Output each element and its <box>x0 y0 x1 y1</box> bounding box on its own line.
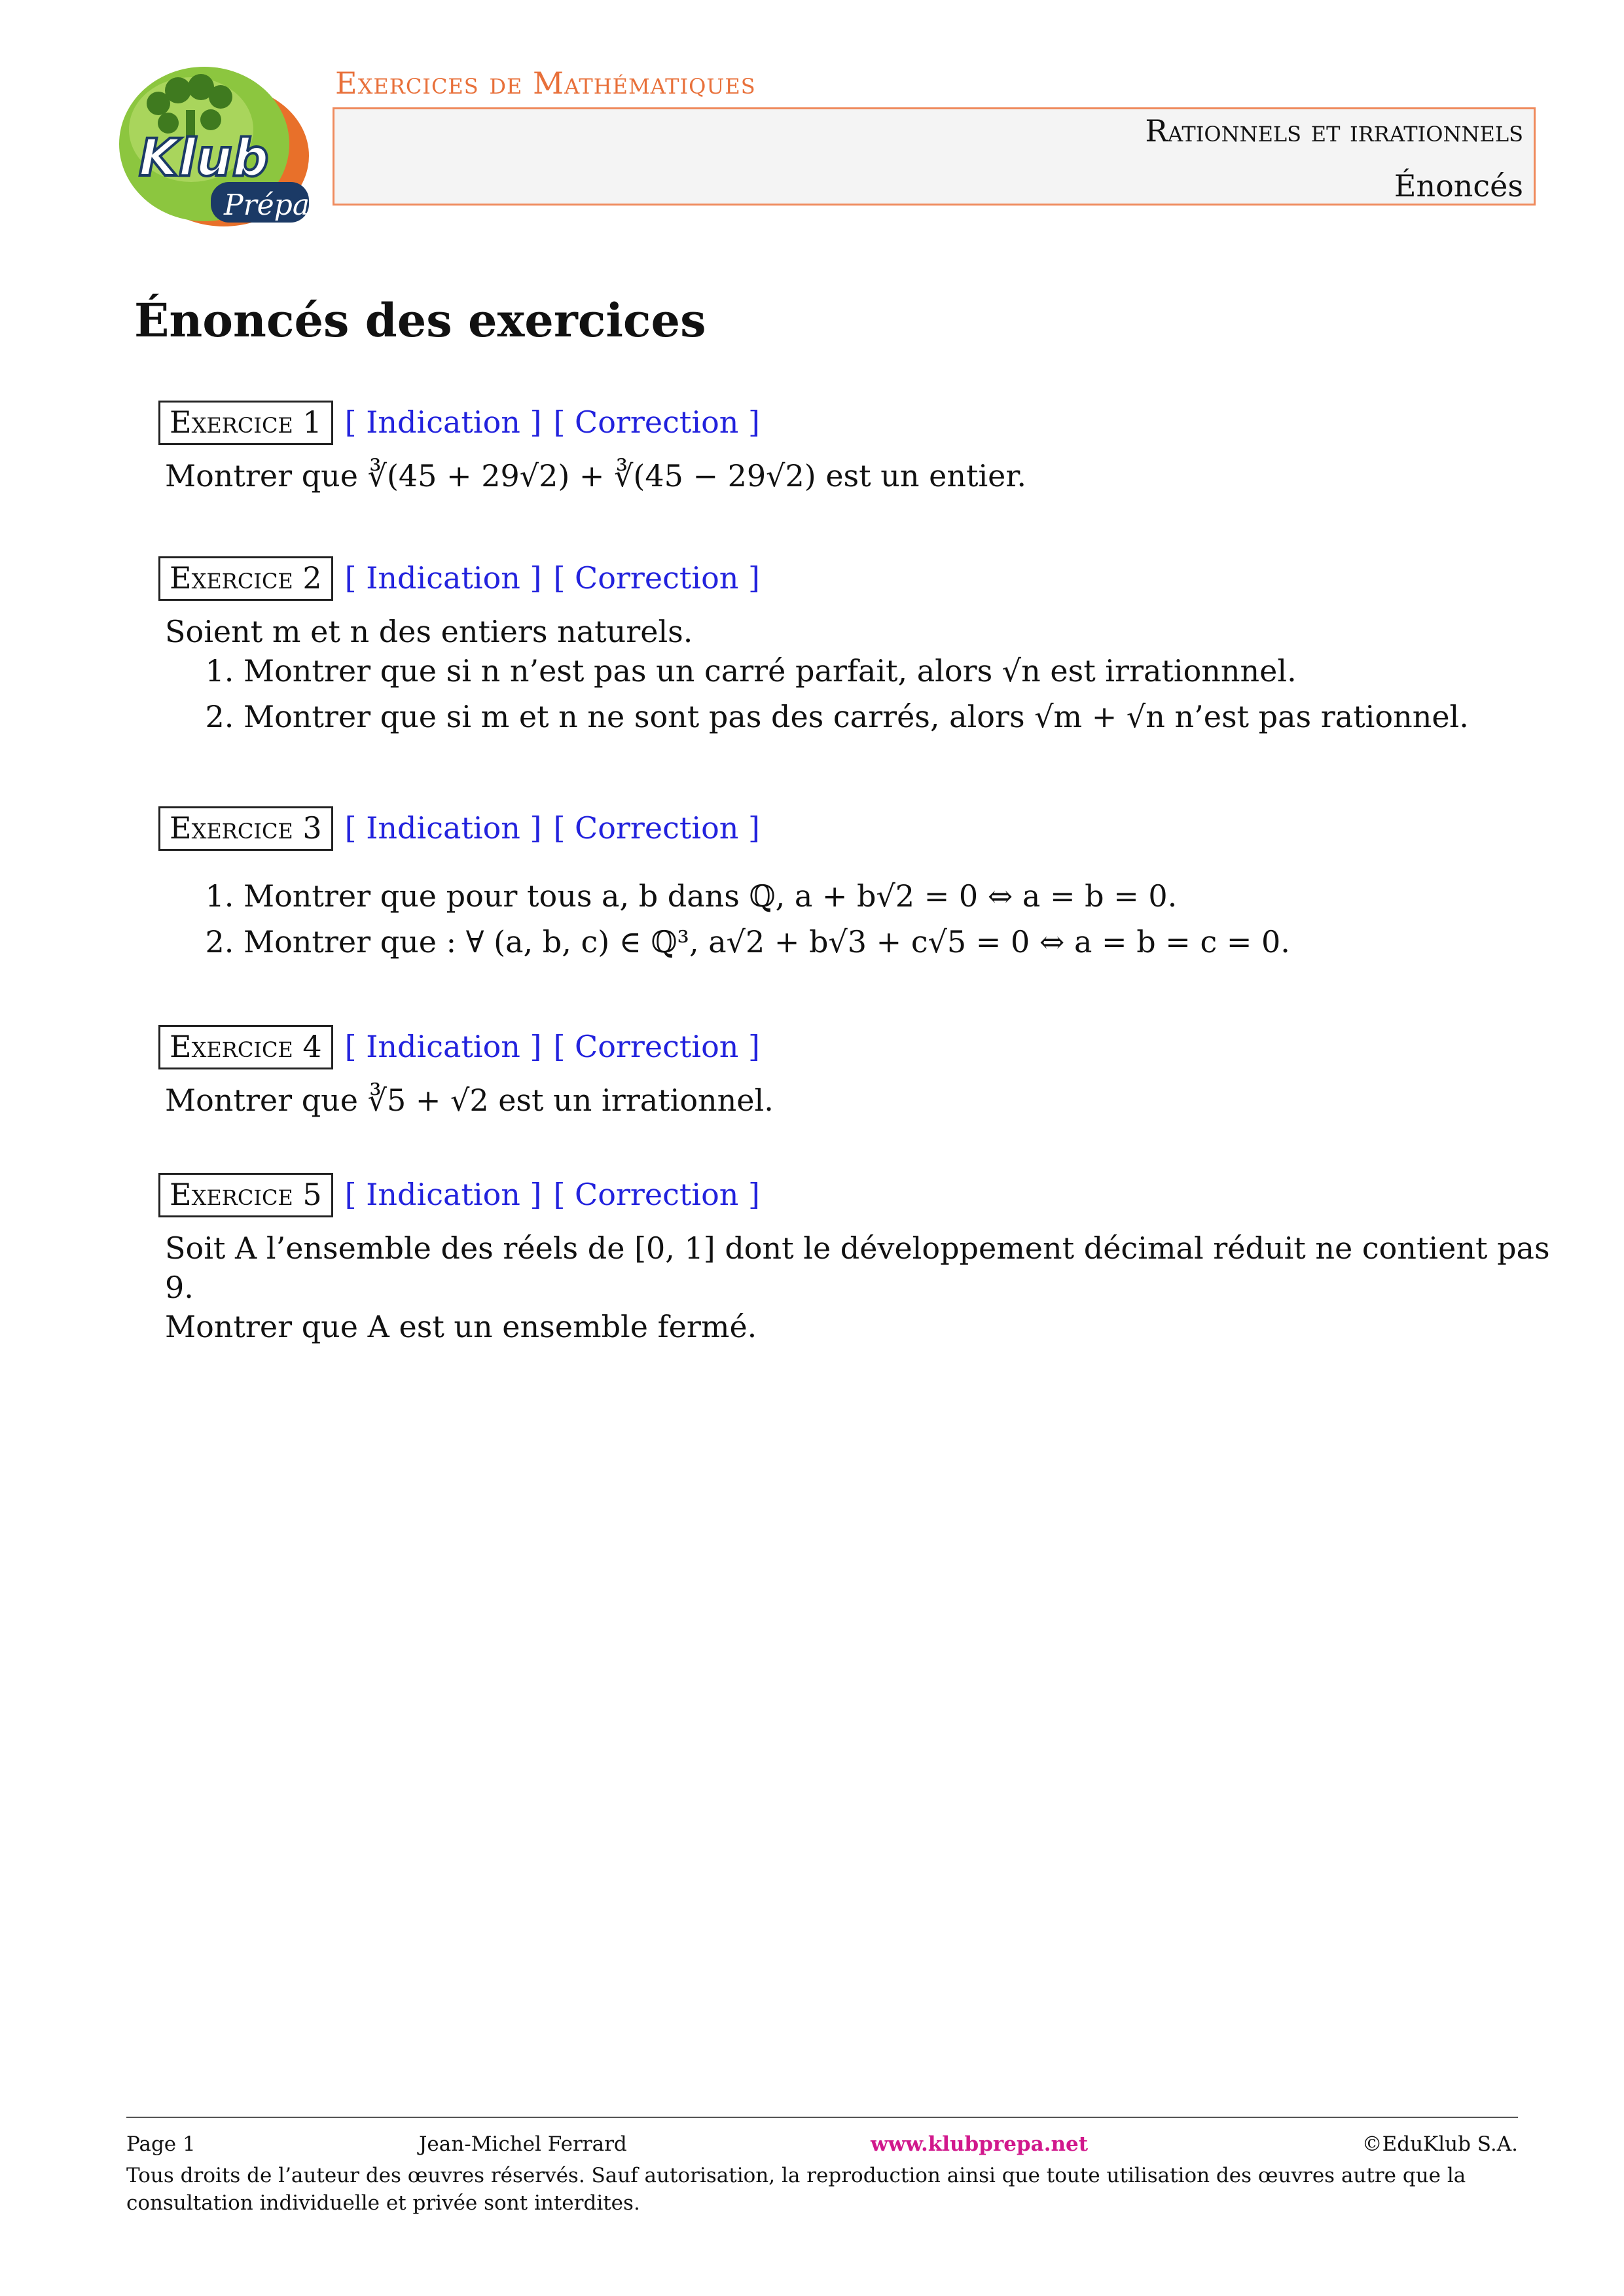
exercise-1 <box>158 401 1559 496</box>
correction-link[interactable]: [ Correction ] <box>553 560 760 596</box>
topic-title: Rationnels et irrationnels <box>1145 113 1523 149</box>
indication-link[interactable]: [ Indication ] <box>344 1029 542 1065</box>
series-title: Exercices de Mathématiques <box>335 65 756 101</box>
question-list <box>165 877 1559 962</box>
indication-link[interactable]: [ Indication ] <box>344 560 542 596</box>
exercise-statement: Soit A l’ensemble des réels de [0, 1] dont le développement décimal réduit ne contient pas 9. <box>165 1230 1550 1305</box>
exercise-statement: Montrer que ∛5 + √2 est un irrationnel. <box>165 1083 774 1118</box>
footer-rule <box>126 2117 1518 2118</box>
exercise-statement-2: Montrer que A est un ensemble fermé. <box>165 1308 757 1344</box>
footer-url-link[interactable]: www.klubprepa.net <box>871 2132 1089 2156</box>
footer-author: Jean-Michel Ferrard <box>419 2132 627 2156</box>
indication-link[interactable]: [ Indication ] <box>344 810 542 846</box>
indication-link[interactable]: [ Indication ] <box>344 404 542 440</box>
exercise-5 <box>158 1173 1559 1346</box>
svg-text:Prépa: Prépa <box>224 188 310 222</box>
exercise-label: Exercice 2 <box>158 556 333 601</box>
exercise-label: Exercice 1 <box>158 401 333 445</box>
exercise-4 <box>158 1025 1559 1121</box>
exercise-3 <box>158 806 1559 969</box>
exercise-label: Exercice 3 <box>158 806 333 851</box>
section-title: Énoncés <box>1394 168 1523 204</box>
question-item: 1. Montrer que pour tous a, b dans ℚ, a + b√2 = 0 ⇔ a = b = 0. <box>244 877 1559 916</box>
correction-link[interactable]: [ Correction ] <box>553 1029 760 1065</box>
header-box <box>333 107 1536 206</box>
exercise-statement: Montrer que ∛(45 + 29√2) + ∛(45 − 29√2) est un entier. <box>165 458 1026 493</box>
footer-copyright: ©EduKlub S.A. <box>1362 2132 1518 2156</box>
indication-link[interactable]: [ Indication ] <box>344 1177 542 1213</box>
exercise-label: Exercice 5 <box>158 1173 333 1217</box>
exercise-intro: Soient m et n des entiers naturels. <box>165 614 693 649</box>
correction-link[interactable]: [ Correction ] <box>553 404 760 440</box>
footer-page-number: Page 1 <box>126 2132 196 2156</box>
exercise-label: Exercice 4 <box>158 1025 333 1069</box>
svg-text:Klub: Klub <box>139 129 269 188</box>
klub-prepa-logo <box>113 58 316 229</box>
correction-link[interactable]: [ Correction ] <box>553 810 760 846</box>
question-list <box>165 652 1559 737</box>
question-item: 2. Montrer que : ∀ (a, b, c) ∈ ℚ³, a√2 + b√3 + c√5 = 0 ⇔ a = b = c = 0. <box>244 923 1559 962</box>
page-title: Énoncés des exercices <box>134 293 706 348</box>
question-item: 2. Montrer que si m et n ne sont pas des carrés, alors √m + √n n’est pas rationnel. <box>244 698 1559 737</box>
footer-rights-note: Tous droits de l’auteur des œuvres réservés. Sauf autorisation, la reproduction ainsi que toute utilisation des œuvres autre que la consultation individuelle et privée sont interdites. <box>126 2164 1466 2215</box>
correction-link[interactable]: [ Correction ] <box>553 1177 760 1213</box>
question-item: 1. Montrer que si n n’est pas un carré parfait, alors √n est irrationnnel. <box>244 652 1559 691</box>
exercise-2 <box>158 556 1559 743</box>
